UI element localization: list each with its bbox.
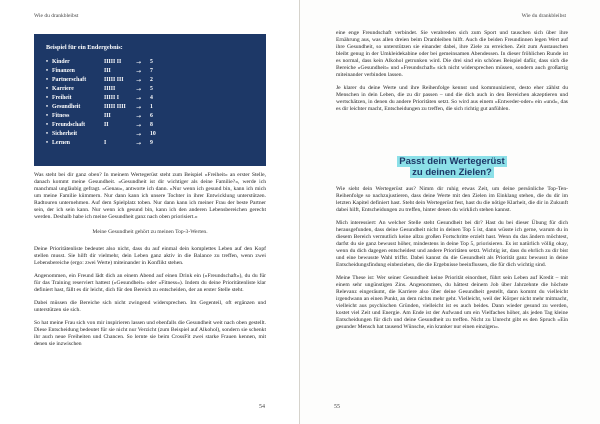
tally-row bbox=[46, 94, 266, 103]
tally-arrow: → bbox=[136, 77, 142, 84]
tally-marks: IIIII III bbox=[104, 77, 124, 83]
tally-label: Sicherheit bbox=[52, 131, 78, 137]
tally-label: Karriere bbox=[52, 86, 74, 92]
paragraph: Meine These ist: Wer seiner Gesundheit keine Priorität einordnet, führt sein Leben auf Kredit – mit einem sehr ungünstigen Zins. Angenommen, du hättest deinem Job über Jahrzehnte die höchste Relevanz eingeräumt, die Karriere also über deine Gesundheit gestellt, dann kommt du vielleicht irgendwann an einen Punkt, an dem nichts mehr geht. Vielleicht, weil der Körper nicht mehr mitmacht, vielleicht aus psychischen Gründen, vielleicht ist es auch beides. Dann wieder gesund zu werden, kostet viel Zeit und Energie. Am Ende ist der Aufwand um ein Vielfaches höher, als jeden Tag kleine Entscheidungen für dich und deine Gesundheit zu treffen. Nicht zu Unrecht gibt es den Spruch »Ein gesunder Mensch hat tausend Wünsche, ein kranker nur einen einzigen«. bbox=[336, 275, 568, 330]
tally-label: Partnerschaft bbox=[52, 77, 87, 83]
tally-row bbox=[46, 67, 266, 76]
tally-bullet: • bbox=[46, 95, 49, 101]
tally-num: 5 bbox=[150, 59, 153, 65]
tally-num: 5 bbox=[150, 86, 153, 92]
tally-bullet: • bbox=[46, 104, 49, 110]
tally-num: 6 bbox=[150, 113, 153, 119]
tally-num: 10 bbox=[150, 131, 156, 137]
running-head: Wie du drankbleibst bbox=[521, 13, 566, 19]
tally-num: 4 bbox=[150, 95, 153, 101]
tally-label: Finanzen bbox=[52, 68, 75, 74]
tally-marks: I bbox=[104, 140, 107, 146]
tally-num: 7 bbox=[150, 68, 153, 74]
example-result-box bbox=[34, 34, 266, 166]
tally-label: Kinder bbox=[52, 59, 70, 65]
paragraph: Mich interessiert: An welcher Stelle steht Gesundheit bei dir? Hast du bei dieser Übung für dich herausgefunden, dass deine Gesundheit nicht in deinen Top 5 ist, dann wüsste ich gerne, warum du in diesem Bereich vermutlich keine allzu großen Fortschritte erzielt hast. Wenn du das ändern möchtest, darfst du sie ganz bewusst höher, mindestens in deine Top 5, priorisieren. Es ist natürlich völlig okay, wenn du dich dagegen entscheidest und andere Prioritäten setzt. Wichtig ist, dass du ehrlich zu dir bist und eine bewusste Wahl triffst. Dabei kannst du die Gesundheit als Priorität ganz bewusst in deine Entscheidungsfindung einbeziehen, die die Ergebnisse beeinflussen, die für dich wichtig sind. bbox=[336, 220, 568, 268]
tally-marks: IIIII I bbox=[104, 95, 119, 101]
tally-arrow: → bbox=[136, 122, 142, 129]
tally-bullet: • bbox=[46, 140, 49, 146]
paragraph: Je klarer du deine Werte und ihre Reihenfolge kennst und kommunizierst, desto eher zählst du Menschen in dein Leben, die zu dir passen – und die dich auch in den Bereichen akzeptieren und wertschätzen, in denen du andere Prioritäten setzt. So wird aus einem »Entweder-oder« ein »und«, das es dir leichter macht, Entscheidungen zu treffen, die sich richtig gut anfühlen. bbox=[336, 85, 568, 112]
heading-line-1: Passt dein Wertegerüst bbox=[399, 156, 505, 167]
box-title: Beispiel für ein Endergebnis: bbox=[46, 44, 123, 51]
tally-bullet: • bbox=[46, 77, 49, 83]
pull-quote: Meine Gesundheit gehört zu meinen Top-3-Werten. bbox=[92, 229, 208, 235]
tally-row bbox=[46, 130, 266, 139]
tally-row bbox=[46, 121, 266, 130]
tally-list bbox=[46, 58, 266, 148]
tally-label: Lernen bbox=[52, 140, 71, 146]
tally-marks: IIIII IIII bbox=[104, 104, 126, 110]
tally-num: 2 bbox=[150, 77, 153, 83]
tally-label: Freundschaft bbox=[52, 122, 86, 128]
paragraph: eine enge Freundschaft verbindet. Sie verabreden sich zum Sport und tauschen sich über ihre Ernährung aus, was allen dreien beim Dranbleiben hilft. Auch die beiden Freundinnen legen Wert auf ihre Gesundheit, so unterstützen sie einander dabei, ihre Ziele zu erreichen. Zeit zum Austauschen bleibt genug in der Umkleidekabine oder bei gemeinsamen Abendessen. In dieser fröhlichen Runde ist es normal, dass kein Alkohol getrunken wird. Die drei sind ein schönes Beispiel dafür, dass sich die Bereiche »Gesundheit« und »Freundschaft« sich nicht widersprechen müssen, sondern auch großartig miteinander verbinden lassen. bbox=[336, 30, 568, 78]
paragraph: Angenommen, ein Freund lädt dich an einem Abend auf einen Drink ein (»Freundschaft«), du du für für das Training reserviert hattest (»Gesundheit« oder »Fitness«). Indem du deine Prioritätenliste klar definiert hast, fällt es dir leicht, dich für den Bereich zu entscheiden, der an erster Stelle steht. bbox=[34, 273, 266, 293]
paragraph: So hat meine Frau sich von mir inspirieren lassen und ebenfalls die Gesundheit weit nach oben gestellt. Diese Entscheidung bedeutet für sie nicht nur Verzicht (zum Beispiel auf Alkohol), sondern sie schenkt ihr auch neue Freiheiten und Chancen. So lernte sie beim CrossFit zwei starke Frauen kennen, mit denen sie inzwischen bbox=[34, 320, 266, 347]
tally-num: 1 bbox=[150, 104, 153, 110]
tally-row bbox=[46, 112, 266, 121]
section-heading bbox=[336, 156, 568, 178]
tally-row bbox=[46, 58, 266, 67]
tally-arrow: → bbox=[136, 95, 142, 102]
tally-row bbox=[46, 85, 266, 94]
heading-line-2: zu deinen Zielen? bbox=[412, 167, 492, 178]
tally-label: Fitness bbox=[52, 113, 70, 119]
paragraph: Was steht bei dir ganz oben? In meinem Wertegerüst steht zum Beispiel »Freiheit« an erster Stelle, danach kommt meine Gesundheit. »Gesundheit ist dir wichtiger als deine Familie?«, werde ich manchmal ungläubig gefragt. »Genau«, antworte ich dann. »Nur wenn ich gesund bin, kann ich mich um meine Familie kümmern. Nur dann kann ich unsere Tochter in ihrer Entwicklung unterstützen. Radtouren unternehmen. Auf dem Spielplatz toben. Nur dann kann ich meiner Frau der beste Partner sein, der ich sein kann. Nur wenn ich gesund bin, kann ich den anderen Lebensbereichen gerecht werden. Deshalb habe ich meine Gesundheit ganz nach oben priorisiert.« bbox=[34, 172, 266, 220]
tally-bullet: • bbox=[46, 86, 49, 92]
tally-row bbox=[46, 139, 266, 148]
tally-arrow: → bbox=[136, 104, 142, 111]
tally-bullet: • bbox=[46, 122, 49, 128]
tally-marks: IIIII bbox=[104, 86, 116, 92]
tally-marks: II bbox=[104, 122, 109, 128]
page-number: 54 bbox=[259, 404, 265, 410]
tally-marks bbox=[104, 130, 136, 139]
tally-marks: III bbox=[104, 68, 111, 74]
tally-row bbox=[46, 76, 266, 85]
tally-label: Gesundheit bbox=[52, 104, 81, 110]
tally-arrow: → bbox=[136, 86, 142, 93]
tally-bullet: • bbox=[46, 131, 49, 137]
paragraph: Deine Prioritätenliste bedeutet also nicht, dass du auf einmal dein komplettes Leben auf den Kopf stellen musst. Sie hilft dir vielmehr, dein Leben ganz aktiv in die Balance zu treffen, wenn zwei Lebensbereiche (ergo: zwei Werte) miteinander in Konflikt stehen. bbox=[34, 246, 266, 266]
tally-label: Freiheit bbox=[52, 95, 72, 101]
tally-bullet: • bbox=[46, 113, 49, 119]
tally-bullet: • bbox=[46, 68, 49, 74]
left-body-top bbox=[34, 172, 266, 354]
tally-arrow: → bbox=[136, 68, 142, 75]
tally-marks: IIIII II bbox=[104, 59, 122, 65]
running-head: Wie du drankbleibst bbox=[34, 13, 79, 19]
tally-marks: III bbox=[104, 113, 111, 119]
tally-arrow: → bbox=[136, 59, 142, 66]
tally-bullet: • bbox=[46, 59, 49, 65]
tally-arrow: → bbox=[136, 140, 142, 147]
tally-num: 9 bbox=[150, 140, 153, 146]
paragraph: Wie sieht dein Wertegerüst aus? Nimm dir ruhig etwas Zeit, um deine persönliche Top-Ten-Reihenfolge so nachzujustieren, dass deine Werte mit den Zielen im Einklang stehen, die du dir im letzten Kapitel definiert hast. Steht dein Wertegerüst fest, hast du die nötige Klarheit, die dir in Zukunft dabei hilft, Entscheidungen zu treffen, hinter denen du wirklich stehen kannst. bbox=[336, 186, 568, 213]
tally-arrow: → bbox=[136, 113, 142, 120]
page-number: 55 bbox=[334, 404, 340, 410]
tally-num: 8 bbox=[150, 122, 153, 128]
right-page bbox=[300, 0, 600, 424]
right-body-bottom bbox=[336, 186, 568, 337]
paragraph: Dabei müssen die Bereiche sich nicht zwingend widersprechen. Im Gegenteil, oft ergänzen und unterstützen sie sich. bbox=[34, 300, 266, 313]
right-body-top bbox=[336, 30, 568, 119]
tally-arrow: → bbox=[136, 131, 142, 138]
tally-row bbox=[46, 103, 266, 112]
